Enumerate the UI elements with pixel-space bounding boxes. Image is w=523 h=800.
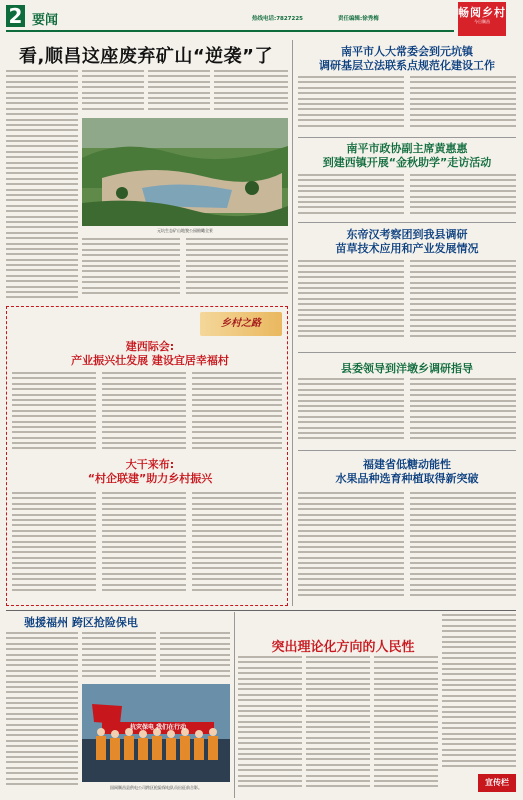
- feature-body-2b: [102, 492, 186, 600]
- right-article-4-body-b: [410, 378, 516, 446]
- feature-body-2c: [192, 492, 282, 600]
- right-article-3-body-b: [410, 260, 516, 346]
- propaganda-stamp: 宣传栏: [478, 774, 516, 792]
- rule: [298, 450, 516, 451]
- bottom-right-title: 突出理论化方向的人民性: [271, 640, 415, 655]
- lead-body-col4: [214, 70, 288, 115]
- lead-title: 看,顺昌这座废弃矿山“逆袭”了: [19, 46, 273, 67]
- column-divider: [292, 40, 293, 606]
- bottom-right-body-a: [238, 656, 302, 792]
- feature-body-1b: [102, 372, 186, 456]
- right-article-5-body-b: [410, 492, 516, 604]
- feature-subhead-2-line1: 大干来布:: [125, 458, 175, 471]
- section-rule: [6, 610, 516, 611]
- rule: [298, 137, 516, 138]
- right-article-5-title-line1: 福建省低糖动能性: [363, 458, 451, 471]
- lead-body-col2: [82, 70, 144, 115]
- feature-body-1c: [192, 372, 282, 456]
- right-article-1-body-b: [410, 76, 516, 134]
- feature-banner: [200, 312, 282, 336]
- right-article-1-title: [298, 45, 516, 73]
- lead-photo: [82, 118, 288, 226]
- right-article-1-body-a: [298, 76, 404, 134]
- right-article-2-body-a: [298, 174, 404, 218]
- right-article-2-title: [298, 142, 516, 170]
- feature-banner-text: 乡村之路: [221, 318, 261, 329]
- bottom-right-body-d: [442, 614, 516, 774]
- right-article-4-title: 县委领导到洋墩乡调研指导: [341, 362, 473, 375]
- feature-subhead-1: [12, 340, 288, 368]
- bottom-left-body-c: [160, 632, 230, 682]
- feature-body-2a: [12, 492, 96, 600]
- bottom-left-title: 驰援福州 跨区抢险保电: [24, 616, 138, 629]
- right-article-2-title-line1: 南平市政协副主席黄惠惠: [346, 142, 468, 155]
- right-article-4-body-a: [298, 378, 404, 446]
- mine-landscape-photo: [82, 118, 288, 226]
- right-article-3-title: [298, 228, 516, 256]
- right-article-3-body-a: [298, 260, 404, 346]
- right-article-1-title-line2: 调研基层立法联系点规范化建设工作: [319, 59, 495, 72]
- feature-subhead-2-line2: “村企联建”助力乡村振兴: [87, 472, 213, 485]
- right-article-2-title-line2: 到建西镇开展“金秋助学”走访活动: [322, 156, 492, 169]
- column-divider: [234, 612, 235, 798]
- rule: [298, 222, 516, 223]
- masthead-subtext: 今日顺昌: [474, 19, 490, 24]
- page-number: 2: [6, 5, 25, 27]
- lead-body-col1: [6, 70, 78, 302]
- lead-body-col6: [186, 238, 288, 302]
- feature-body-1a: [12, 372, 96, 456]
- bottom-right-body-b: [306, 656, 370, 792]
- right-article-1-title-line1: 南平市人大常委会到元坑镇: [341, 45, 473, 58]
- lead-body-col3: [148, 70, 210, 115]
- right-article-5-title: [298, 458, 516, 486]
- bottom-left-photo: [82, 684, 230, 782]
- photo-banner-text: 抗灾保电 我们在行动: [129, 724, 187, 731]
- right-article-5-body-a: [298, 492, 404, 604]
- editor-name: 责任编辑:徐秀梅: [338, 16, 379, 22]
- header-rule: [6, 30, 454, 32]
- bottom-right-body-c: [374, 656, 438, 792]
- masthead-text: 畅阅乡村: [458, 6, 506, 19]
- lead-body-col5: [82, 238, 180, 302]
- masthead-logo: [458, 2, 506, 36]
- right-article-3-title-line1: 东帝汉考察团到我县调研: [346, 228, 468, 241]
- feature-subhead-1-line2: 产业振兴壮发展 建设宜居幸福村: [71, 354, 229, 367]
- right-article-2-body-b: [410, 174, 516, 218]
- feature-subhead-2: [12, 458, 288, 486]
- rule: [298, 352, 516, 353]
- lead-photo-caption: 元坑生态矿山地貌公园俯瞰全景: [157, 228, 213, 233]
- section-name: 要闻: [32, 13, 59, 28]
- bottom-left-photo-caption: 国网顺昌县供电公司跨区抢险保电队员出征前合影。: [110, 785, 202, 790]
- bottom-left-body-b: [82, 632, 156, 682]
- editor-hotline: 热线电话:7827225: [252, 16, 303, 22]
- feature-subhead-1-line1: 建西际会:: [125, 340, 175, 353]
- right-article-3-title-line2: 苗草技术应用和产业发展情况: [335, 242, 479, 255]
- page-header: [0, 0, 523, 38]
- right-article-5-title-line2: 水果品种选育种植取得新突破: [335, 472, 479, 485]
- bottom-left-body-a: [6, 632, 78, 792]
